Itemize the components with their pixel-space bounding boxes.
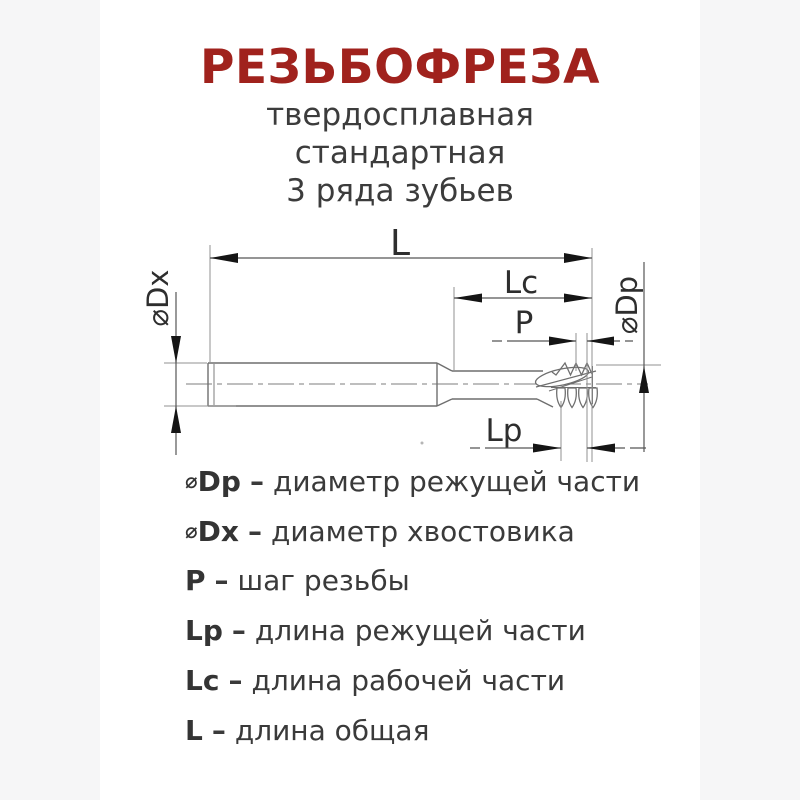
legend-item-lc: [185, 659, 685, 709]
subtitle-line-1: твердосплавная: [266, 97, 534, 133]
legend-item-l: [185, 709, 685, 759]
dim-label-P: P: [514, 305, 534, 341]
legend-description: диаметр хвостовика: [270, 515, 575, 548]
thread-tooth-bottom-2: [568, 388, 577, 408]
dim-label-Dx: ⌀Dx: [141, 269, 175, 327]
legend-separator: –: [247, 515, 262, 548]
arrow-Lp-left: [533, 444, 561, 453]
legend-item-dx: [185, 509, 685, 559]
arrow-Dx-bottom: [171, 406, 181, 433]
legend-description: диаметр режущей части: [272, 465, 641, 498]
legend-separator: –: [211, 714, 226, 747]
legend-item-dp: [185, 459, 685, 509]
arrow-Lp-right: [587, 444, 615, 453]
legend-separator: –: [214, 564, 229, 597]
tool-shank-outline: [208, 363, 553, 407]
thread-tooth-bottom-3: [579, 388, 588, 408]
arrow-P-left: [549, 337, 576, 346]
print-speck: [421, 442, 424, 445]
legend-item-p: [185, 559, 685, 609]
arrow-L-right: [564, 253, 592, 263]
dim-label-Lp: Lp: [485, 413, 523, 449]
legend-separator: –: [249, 465, 264, 498]
arrow-Lc-right: [564, 294, 592, 303]
page-title: РЕЗЬБОФРЕЗА: [200, 40, 600, 95]
legend-separator: –: [231, 614, 246, 647]
diameter-sign: ⌀: [185, 519, 198, 543]
legend-description: длина общая: [234, 714, 430, 747]
legend-symbol: L: [185, 714, 203, 747]
dim-label-L: L: [389, 223, 411, 264]
legend-item-lp: [185, 609, 685, 659]
dim-label-Lc: Lc: [503, 265, 539, 301]
diameter-sign: ⌀: [185, 469, 198, 493]
legend-symbol: Lp: [185, 614, 223, 647]
legend-description: длина рабочей части: [251, 664, 566, 697]
legend-symbol: P: [185, 564, 206, 597]
arrow-Dp: [639, 366, 649, 393]
arrow-Dx-top: [171, 336, 181, 363]
legend-symbol: Lc: [185, 664, 220, 697]
subtitle-line-2: стандартная: [294, 135, 506, 171]
extension-lines: [164, 245, 661, 462]
dimension-arrowheads: [171, 253, 649, 453]
arrow-Lc-left: [454, 294, 482, 303]
dim-label-Dp: ⌀Dp: [610, 275, 644, 335]
cutting-head-outline: [534, 363, 597, 408]
legend-description: длина режущей части: [254, 614, 586, 647]
legend-separator: –: [228, 664, 243, 697]
arrow-P-right: [587, 337, 614, 346]
legend-symbol: Dp: [197, 465, 241, 498]
arrow-L-left: [210, 253, 238, 263]
legend: [185, 459, 685, 759]
legend-description: шаг резьбы: [237, 564, 410, 597]
subtitle-line-3: 3 ряда зубьев: [286, 173, 514, 209]
legend-symbol: Dx: [197, 515, 239, 548]
